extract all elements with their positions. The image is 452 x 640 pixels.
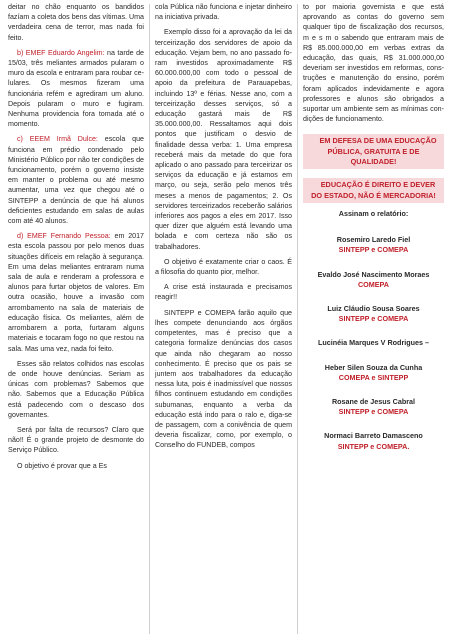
paragraph: A crise está instaurada e precisamos reagir!!	[155, 283, 292, 302]
paragraph-item-d	[8, 231, 144, 353]
paragraph: Será por falta de recursos? Claro que não!! É o grande projeto de desmonte do Serviço Público.	[8, 425, 144, 455]
article-column-1	[8, 2, 144, 476]
signatory-org: COMEPA	[357, 279, 389, 289]
signature	[303, 431, 444, 451]
item-text: em 2017 esta escola passou por pelo menos duas situações difíceis em relação à segurança. Em uma delas meliantes entraram numa sala de aula e renderam a professora e alunos para furtar objetos de valores. Em outra ocasião, houve a invasão com arrombamento na sala de materiais de educação física. Os meliantes, além de arrombarem a porta, furtaram alguns materiais e tocaram fogo no que restou na sala. Mas uma vez, nada foi feito.	[8, 232, 144, 353]
slogan-callout: EM DEFESA DE UMA EDUCAÇÃO PÚBLICA, GRATUITA E DE QUALIDADE!	[303, 134, 444, 169]
signatory-org: SINTEPP e COMEPA.	[337, 441, 410, 451]
paragraph: O objetivo é provar que a Es	[17, 461, 107, 470]
signatory-name: Normaci Barreto Damasceno	[324, 431, 423, 441]
signature	[303, 338, 444, 348]
paragraph: to por maioria governista e que está aprovando as contas do governo sem qualquer tipo de fiscalização dos recursos, m e s m o sabendo que entraram mais de R$ 85.000.000,00 em verbas extras da educação, das quais, R$ 31.000.000,00 deveriam ser investidos em reformas, construções e manutenção do ensino, porém foram aplicados indevidamente e agora professores e alunos são obrigados a suportar um ambiente sem as mínimas condições de funcionamento.	[303, 3, 444, 124]
paragraph: Esses são relatos colhidos nas escolas de onde houve denúncias. Seriam as únicas com problemas? Sabemos que não. Sabemos que a Educação Pública está padecendo com o descaso dos governantes.	[8, 359, 144, 419]
column-divider-2	[297, 4, 298, 634]
paragraph-item-c	[8, 134, 144, 226]
signatory-name: Luiz Cláudio Sousa Soares	[327, 303, 420, 313]
signature	[303, 304, 444, 324]
signature	[303, 235, 444, 255]
signoff-label: Assinam o relatório:	[338, 208, 409, 218]
item-text: escola que funciona em prédio condenado pelo Ministério Público por não ter condições de funcionamento, porém o governo insiste em manter o problema ou até mesmo aumentar, uma vez que chegou até o SINTEPP a denúncia de que há alunos deficientes estudando em salas de aulas com até 40 alunos.	[8, 135, 144, 226]
signature	[303, 397, 444, 417]
article-column-2	[155, 2, 292, 456]
item-heading: b) EMEF Eduardo Angelim:	[17, 48, 105, 57]
paragraph-item-b	[8, 48, 144, 130]
signatory-name: Heber Silen Souza da Cunha	[324, 362, 423, 372]
signature	[303, 270, 444, 290]
signatory-name: Evaldo José Nascimento Moraes	[317, 269, 430, 279]
signatory-org: SINTEPP e COMEPA	[338, 245, 409, 255]
signatory-name: Lucinéia Marques V Rodrigues –	[317, 338, 430, 348]
paragraph: cola Pública não funciona e injetar dinheiro na iniciativa privada.	[155, 3, 292, 22]
item-heading: c) EEEM Irmã Dulce:	[17, 135, 98, 144]
signatory-org: SINTEPP e COMEPA	[338, 314, 409, 324]
article-column-3	[303, 2, 444, 466]
slogan-callout: EDUCAÇÃO É DIREITO E DEVER DO ESTADO, NÃO É MERCADORIA!	[303, 178, 444, 203]
paragraph: O objetivo é exatamente criar o caos. É a filosofia do quanto pior, melhor.	[155, 257, 292, 277]
signature-block	[303, 209, 444, 452]
signatory-org: SINTEPP e COMEPA	[338, 407, 409, 417]
paragraph: Exemplo disso foi a aprovação da lei da terceirização dos servidores de apoio da educação. Vejam bem, no ano passado foram investidos aproximadamente R$ 60.000.000,00 com todo o pessoal de apoio da prefeitura de Parauapebas, incluindo 13º e férias. Nesse ano, com a terceirização desses serviços, só a educação gastará mais de R$ 35.000.000,00. Ressaltamos aqui dois pontos que justificam o desvio de finalidade dessa verba: 1. Uma empresa receberá mais da metade do que fora aplicado o ano passado para terceirizar os serviços da educação e já estamos em março, ou seja, serão pelo menos três meses a menos de pagamentos; 2. Os servidores terceirizados receberão salários inferiores aos pagos a eles em 2017. Isso quer dizer que alguém está levando uma bolada e com certeza não são os trabalhadores.	[155, 28, 292, 251]
signatory-name: Rosane de Jesus Cabral	[331, 396, 416, 406]
signatory-name: Rosemiro Laredo Fiel	[336, 235, 411, 245]
paragraph: deitar no chão enquanto os bandidos fazíam a coleta dos bens das vítimas. Uma verdadeira cena de terror, mas nada foi feito.	[8, 3, 144, 42]
paragraph: SINTEPP e COMEPA farão aquilo que lhes compete denunciando aos órgãos competentes, mas é preciso que a categoria formalize denúncias dos casos que ainda não chegaram ao nosso conhecimento. É preciso que os pais se juntem aos trabalhadores da educação nessa luta, pois é inadmissível que nossos filhos continuem estudando em condições subumanas, enquanto a verba da educação está indo para o ralo e, diga-se de passagem, com a conivência de quem deveria fiscalizar, como, por exemplo, o Conselho do FUNDEB, compos	[155, 308, 292, 450]
signatory-org: COMEPA e SINTEPP	[338, 372, 409, 382]
signature	[303, 363, 444, 383]
item-text: na tarde de 15/03, três meliantes armados pularam o muro da escola e entraram para roubar celulares. Os mesmos fizeram uma funcionária refém e agrediram um aluno. Depois pularam o muro e fugiram. Nenhuma providencia fora tomada até o momento.	[8, 48, 144, 129]
column-divider-1	[149, 4, 150, 634]
item-heading: d) EMEF Fernando Pessoa:	[17, 232, 111, 241]
